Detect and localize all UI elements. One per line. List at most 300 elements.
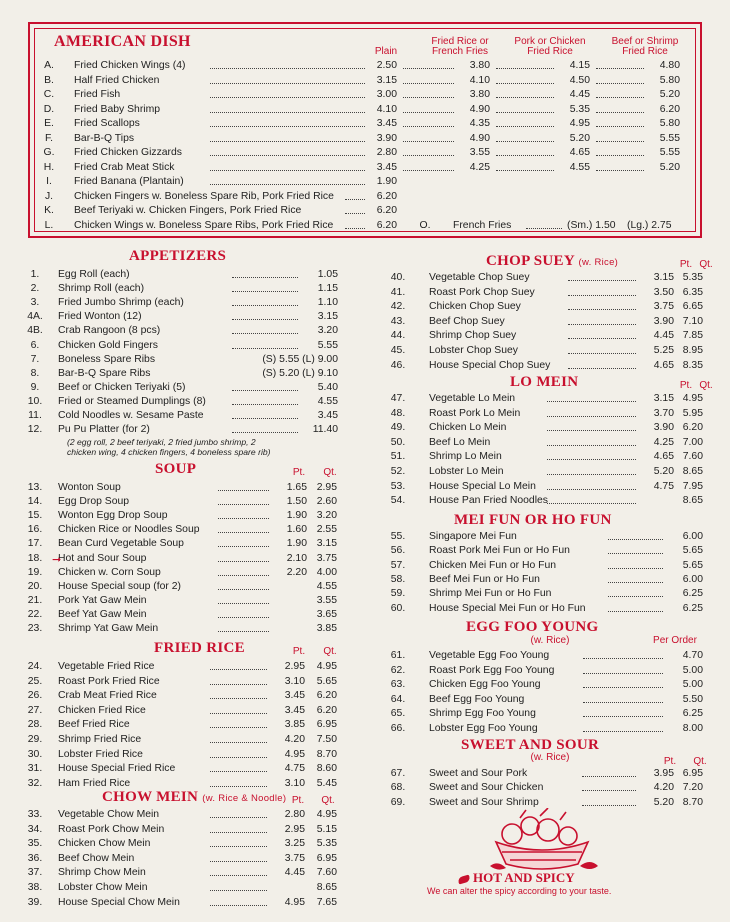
dot-leader (218, 552, 269, 562)
appetizers-item-number: 4B. (27, 325, 43, 337)
american-item-number: H. (43, 161, 55, 173)
soup-quart-price: 3.75 (316, 552, 337, 564)
soup-pint-price: 1.90 (286, 510, 307, 522)
american-item-number: C. (43, 89, 55, 100)
chopsuey-pint-price: 3.75 (653, 301, 674, 313)
friedrice-item-name: Vegetable Fried Rice (58, 661, 155, 672)
eggfoo-price: 5.00 (682, 679, 703, 691)
dot-leader (547, 480, 636, 490)
dot-leader (547, 494, 636, 504)
appetizers-price: 1.10 (317, 297, 338, 309)
soup-pint-price: 1.60 (286, 524, 307, 536)
dot-leader (210, 74, 365, 84)
dot-leader (210, 59, 365, 69)
chowmein-quart-price: 4.95 (316, 809, 337, 820)
soup-pt-header: Pt. (292, 467, 306, 478)
dot-leader (210, 88, 365, 98)
dot-leader (496, 132, 554, 142)
soup-pint-price: 2.10 (286, 552, 307, 564)
dot-leader (596, 161, 644, 171)
chopsuey-item-number: 45. (390, 345, 406, 356)
dot-leader (583, 664, 663, 674)
dot-leader (568, 344, 636, 354)
chowmein-item-name: Beef Chow Mein (58, 852, 135, 864)
chopsuey-quart-price: 5.35 (682, 272, 703, 283)
dot-leader (210, 748, 267, 758)
hot-and-spicy-note: We can alter the spicy according to your taste. (427, 886, 612, 896)
dot-leader (232, 395, 298, 405)
american-price: 3.45 (376, 161, 397, 173)
sweet-sour-qt-header: Qt. (693, 756, 707, 767)
eggfoo-price: 6.25 (682, 708, 703, 720)
meifun-price: 6.25 (682, 588, 703, 600)
chowmein-pint-price: 4.45 (284, 867, 305, 879)
eggfoo-item-number: 61. (390, 650, 406, 661)
american-price: 5.20 (659, 161, 680, 173)
american-price: 4.25 (469, 161, 490, 173)
soup-item-name: Hot and Sour Soup (58, 552, 147, 564)
dot-leader (403, 146, 454, 156)
american-item-name: Fried Scallops (74, 118, 140, 129)
friedrice-quart-price: 6.95 (316, 719, 337, 731)
lomein-pint-price: 3.70 (653, 407, 674, 419)
soup-quart-price: 4.00 (316, 566, 337, 578)
dot-leader (583, 693, 663, 703)
dot-leader (568, 271, 636, 281)
soup-item-name: Wonton Soup (58, 482, 121, 493)
american-col-header: Fried Rice or French Fries (431, 36, 489, 57)
eggfoo-item-name: Chicken Egg Foo Young (429, 679, 541, 691)
chowmein-item-number: 33. (27, 809, 43, 820)
soup-quart-price: 2.55 (316, 524, 337, 536)
chopsuey-quart-price: 7.85 (682, 330, 703, 342)
soup-item-name: Bean Curd Vegetable Soup (58, 538, 184, 550)
dot-leader (403, 88, 454, 98)
meifun-item-name: Shrimp Mei Fun or Ho Fun (429, 588, 552, 600)
appetizers-item-number: 3. (30, 297, 40, 309)
chopsuey-quart-price: 7.10 (682, 315, 703, 327)
french-fries-small: (Sm.) 1.50 (567, 219, 616, 231)
soup-item-name: Chicken w. Corn Soup (58, 566, 161, 578)
meifun-item-name: Beef Mei Fun or Ho Fun (429, 573, 540, 585)
american-price: 4.10 (376, 103, 397, 115)
meifun-item-name: Singapore Mei Fun (429, 531, 517, 542)
friedrice-pint-price: 3.45 (284, 704, 305, 716)
sweet-sour-title: SWEET AND SOUR (461, 737, 600, 753)
arrow-marker-icon: ➞ (52, 554, 62, 566)
chop-suey-sub: (w. Rice) (578, 257, 619, 268)
dot-leader (608, 587, 663, 597)
appetizers-title: APPETIZERS (129, 248, 227, 264)
american-price: 5.55 (659, 132, 680, 144)
basket-illustration (482, 808, 602, 874)
american-item-number: F. (44, 132, 54, 144)
eggfoo-price: 4.70 (682, 650, 703, 661)
soup-quart-price: 3.20 (316, 510, 337, 522)
meifun-price: 6.00 (682, 573, 703, 585)
dot-leader (547, 392, 636, 402)
chopsuey-item-name: Lobster Chop Suey (429, 345, 518, 356)
american-price: 6.20 (659, 103, 680, 115)
lo-mein-title: LO MEIN (510, 374, 579, 390)
chopsuey-pint-price: 3.90 (653, 315, 674, 327)
chopsuey-pint-price: 3.15 (653, 272, 674, 283)
chowmein-item-number: 38. (27, 882, 43, 893)
appetizers-price: 11.40 (312, 424, 338, 436)
soup-item-number: 21. (27, 594, 43, 606)
lomein-item-name: House Pan Fried Noodles (429, 495, 548, 507)
dot-leader (218, 495, 269, 505)
sweetsour-item-name: Sweet and Sour Shrimp (429, 796, 539, 808)
appetizers-price: (S) 5.20 (L) 9.10 (262, 367, 338, 379)
soup-pint-price: 1.50 (286, 496, 307, 508)
dot-leader (596, 88, 644, 98)
friedrice-quart-price: 8.60 (316, 763, 337, 775)
chowmein-item-name: Roast Pork Chow Mein (58, 823, 165, 835)
meifun-item-number: 60. (390, 602, 406, 614)
soup-quart-price: 2.95 (316, 482, 337, 493)
dot-leader (218, 566, 269, 576)
friedrice-item-number: 26. (27, 690, 43, 702)
appetizers-item-name: Boneless Spare Ribs (58, 353, 156, 365)
lomein-quart-price: 6.20 (682, 422, 703, 434)
american-price: 6.20 (376, 219, 397, 231)
dot-leader (210, 689, 267, 699)
dot-leader (596, 103, 644, 113)
friedrice-quart-price: 5.45 (316, 777, 337, 789)
sweetsour-pint-price: 4.20 (653, 782, 674, 794)
american-price: 2.80 (376, 147, 397, 158)
american-price: 5.20 (659, 89, 680, 100)
american-item-name: Fried Fish (74, 89, 121, 100)
meifun-item-number: 56. (390, 545, 406, 557)
dot-leader (210, 117, 365, 127)
soup-quart-price: 3.15 (316, 538, 337, 550)
american-price: 4.90 (469, 132, 490, 144)
dot-leader (210, 175, 365, 185)
dot-leader (403, 117, 454, 127)
friedrice-item-number: 30. (27, 748, 43, 760)
lomein-item-name: Chicken Lo Mein (429, 422, 507, 434)
friedrice-item-name: Ham Fried Rice (58, 777, 131, 789)
friedrice-item-name: Lobster Fried Rice (58, 748, 143, 760)
lomein-item-name: Vegetable Lo Mein (429, 393, 516, 404)
dot-leader (218, 523, 269, 533)
sweetsour-item-number: 69. (390, 796, 406, 808)
mei-fun-title: MEI FUN OR HO FUN (454, 512, 612, 528)
american-price: 4.95 (569, 118, 590, 129)
appetizers-item-number: 4A. (27, 311, 43, 323)
dot-leader (210, 866, 267, 876)
chowmein-pint-price: 2.95 (284, 823, 305, 835)
dot-leader (596, 146, 644, 156)
friedrice-item-number: 29. (27, 734, 43, 745)
american-price: 6.20 (376, 190, 397, 202)
lomein-quart-price: 5.95 (682, 407, 703, 419)
eggfoo-item-number: 64. (390, 693, 406, 705)
soup-item-name: Egg Drop Soup (58, 496, 130, 508)
dot-leader (232, 324, 298, 334)
lomein-pint-price: 4.25 (653, 436, 674, 448)
appetizers-price: 1.15 (317, 283, 338, 295)
friedrice-pint-price: 4.75 (284, 763, 305, 775)
american-price: 4.15 (569, 60, 590, 71)
american-price: 3.55 (469, 147, 490, 158)
sweet-sour-sub: (w. Rice) (530, 752, 570, 763)
american-price: 4.10 (469, 74, 490, 86)
lomein-item-number: 48. (390, 407, 406, 419)
eggfoo-item-number: 62. (390, 664, 406, 676)
dot-leader (568, 315, 636, 325)
eggfoo-item-number: 66. (390, 723, 406, 734)
dot-leader (345, 204, 365, 214)
dot-leader (582, 767, 636, 777)
american-col-header: Plain (374, 46, 398, 57)
friedrice-quart-price: 8.70 (316, 748, 337, 760)
friedrice-item-name: Shrimp Fried Rice (58, 734, 142, 745)
dot-leader (608, 602, 663, 612)
american-price: 3.80 (469, 89, 490, 100)
lomein-item-name: Roast Pork Lo Mein (429, 407, 521, 419)
dot-leader (608, 530, 663, 540)
friedrice-pint-price: 4.20 (284, 734, 305, 745)
dot-leader (210, 675, 267, 685)
chowmein-item-number: 34. (27, 823, 43, 835)
american-item-name: Half Fried Chicken (74, 74, 160, 86)
friedrice-item-name: Crab Meat Fried Rice (58, 690, 157, 702)
american-item-name: Chicken Wings w. Boneless Spare Ribs, Pork Fried Rice (74, 219, 334, 231)
lomein-pint-price: 4.65 (653, 451, 674, 463)
friedrice-pint-price: 3.85 (284, 719, 305, 731)
appetizers-item-number: 2. (30, 283, 40, 295)
american-col-header: Pork or Chicken Fried Rice (514, 36, 586, 57)
eggfoo-item-name: Beef Egg Foo Young (429, 693, 525, 705)
soup-quart-price: 4.55 (316, 580, 337, 592)
meifun-item-name: Roast Pork Mei Fun or Ho Fun (429, 545, 570, 557)
american-price: 4.55 (569, 161, 590, 173)
egg-foo-young-title: EGG FOO YOUNG (466, 619, 599, 635)
american-price: 5.55 (659, 147, 680, 158)
friedrice-item-name: Beef Fried Rice (58, 719, 130, 731)
chopsuey-item-name: Shrimp Chop Suey (429, 330, 517, 342)
dot-leader (596, 74, 644, 84)
american-item-number: D. (43, 103, 55, 115)
meifun-price: 6.25 (682, 602, 703, 614)
friedrice-quart-price: 5.65 (316, 675, 337, 687)
friedrice-item-number: 27. (27, 704, 43, 716)
dot-leader (496, 74, 554, 84)
lomein-item-name: Lobster Lo Mein (429, 466, 504, 477)
dot-leader (568, 300, 636, 310)
chopsuey-item-name: Vegetable Chop Suey (429, 272, 530, 283)
american-item-number: G. (43, 147, 55, 158)
soup-item-number: 13. (27, 482, 43, 493)
dot-leader (210, 733, 267, 743)
chopsuey-item-number: 43. (390, 315, 406, 327)
soup-item-number: 14. (27, 496, 43, 508)
chop-suey-title-text: CHOP SUEY (486, 253, 575, 269)
meifun-price: 5.65 (682, 545, 703, 557)
lomein-pint-price: 4.75 (653, 480, 674, 492)
friedrice-pint-price: 3.10 (284, 777, 305, 789)
soup-qt-header: Qt. (323, 467, 337, 478)
lomein-item-number: 53. (390, 480, 406, 492)
french-fries-number: O. (419, 219, 431, 231)
dot-leader (608, 559, 663, 569)
eggfoo-item-number: 63. (390, 679, 406, 691)
american-item-number: B. (44, 74, 54, 86)
chow-mein-title-text: CHOW MEIN (102, 789, 199, 805)
chopsuey-pint-price: 5.25 (653, 345, 674, 356)
american-price: 5.80 (659, 118, 680, 129)
soup-item-number: 22. (27, 608, 43, 620)
dot-leader (210, 718, 267, 728)
meifun-price: 5.65 (682, 559, 703, 571)
chopsuey-pint-price: 4.65 (653, 359, 674, 371)
dot-leader (496, 117, 554, 127)
lomein-item-name: House Special Lo Mein (429, 480, 536, 492)
sweetsour-quart-price: 8.70 (682, 796, 703, 808)
meifun-item-number: 57. (390, 559, 406, 571)
dot-leader (232, 296, 298, 306)
dot-leader (568, 329, 636, 339)
dot-leader (218, 608, 269, 618)
american-item-name: Fried Chicken Gizzards (74, 147, 182, 158)
dot-leader (345, 219, 365, 229)
dot-leader (232, 268, 298, 278)
dot-leader (210, 132, 365, 142)
soup-item-name: Beef Yat Gaw Mein (58, 608, 147, 620)
appetizers-item-name: Pu Pu Platter (for 2) (58, 424, 150, 436)
appetizers-item-name: Crab Rangoon (8 pcs) (58, 325, 161, 337)
egg-foo-young-per-order: Per Order (653, 635, 697, 646)
appetizers-price: 3.15 (317, 311, 338, 323)
sweetsour-quart-price: 6.95 (682, 768, 703, 779)
chopsuey-item-number: 41. (390, 286, 406, 298)
american-price: 4.90 (469, 103, 490, 115)
soup-item-number: 17. (27, 538, 43, 550)
friedrice-pint-price: 4.95 (284, 748, 305, 760)
dot-leader (608, 544, 663, 554)
appetizers-item-name: Cold Noodles w. Sesame Paste (58, 410, 204, 421)
fried-rice-pt-header: Pt. (292, 646, 306, 657)
egg-foo-young-sub: (w. Rice) (530, 635, 570, 646)
chopsuey-quart-price: 8.35 (682, 359, 703, 371)
dot-leader (496, 59, 554, 69)
chopsuey-quart-price: 8.95 (682, 345, 703, 356)
eggfoo-price: 5.00 (682, 664, 703, 676)
appetizers-item-name: Beef or Chicken Teriyaki (5) (58, 381, 186, 393)
soup-item-number: 18. (27, 552, 43, 564)
dot-leader (210, 762, 267, 772)
chopsuey-item-name: Beef Chop Suey (429, 315, 505, 327)
lomein-quart-price: 7.95 (682, 480, 703, 492)
appetizers-item-number: 7. (30, 353, 40, 365)
lo-mein-pt-header: Pt. (679, 380, 693, 391)
friedrice-pint-price: 3.45 (284, 690, 305, 702)
appetizers-price: 4.55 (317, 395, 338, 407)
soup-item-name: Shrimp Yat Gaw Mein (58, 623, 159, 634)
appetizers-price: 5.40 (317, 381, 338, 393)
friedrice-quart-price: 6.20 (316, 690, 337, 702)
eggfoo-item-name: Roast Pork Egg Foo Young (429, 664, 555, 676)
dot-leader (403, 132, 454, 142)
lo-mein-qt-header: Qt. (699, 380, 713, 391)
dot-leader (210, 146, 365, 156)
lomein-pint-price: 5.20 (653, 466, 674, 477)
dot-leader (218, 622, 269, 632)
american-item-number: J. (44, 190, 54, 202)
chopsuey-item-number: 40. (390, 272, 406, 283)
dot-leader (596, 59, 644, 69)
chowmein-pint-price: 4.95 (284, 896, 305, 908)
lomein-item-number: 47. (390, 393, 406, 404)
american-item-name: Bar-B-Q Tips (74, 132, 135, 144)
chopsuey-item-number: 42. (390, 301, 406, 313)
american-price: 4.45 (569, 89, 590, 100)
appetizers-item-name: Fried Jumbo Shrimp (each) (58, 297, 184, 309)
appetizers-price: (S) 5.55 (L) 9.00 (262, 353, 338, 365)
friedrice-quart-price: 7.50 (316, 734, 337, 745)
meifun-item-number: 58. (390, 573, 406, 585)
chowmein-item-name: House Special Chow Mein (58, 896, 180, 908)
appetizers-item-number: 12. (27, 424, 43, 436)
friedrice-pint-price: 3.10 (284, 675, 305, 687)
chowmein-item-name: Chicken Chow Mein (58, 838, 151, 850)
meifun-item-name: Chicken Mei Fun or Ho Fun (429, 559, 557, 571)
chowmein-quart-price: 7.65 (316, 896, 337, 908)
friedrice-item-number: 31. (27, 763, 43, 775)
eggfoo-item-name: Lobster Egg Foo Young (429, 723, 538, 734)
chowmein-quart-price: 5.35 (316, 838, 337, 850)
american-price: 3.90 (376, 132, 397, 144)
eggfoo-price: 5.50 (682, 693, 703, 705)
chopsuey-pint-price: 3.50 (653, 286, 674, 298)
appetizers-price: 5.55 (317, 339, 338, 351)
lomein-item-name: Beef Lo Mein (429, 436, 491, 448)
chowmein-item-number: 36. (27, 852, 43, 864)
soup-pint-price: 1.65 (286, 482, 307, 493)
french-fries-large: (Lg.) 2.75 (627, 219, 672, 231)
chowmein-quart-price: 6.95 (316, 852, 337, 864)
american-price: 5.80 (659, 74, 680, 86)
chowmein-pint-price: 3.75 (284, 852, 305, 864)
appetizers-item-number: 9. (30, 381, 40, 393)
meifun-item-number: 55. (390, 531, 406, 542)
appetizers-price: 3.20 (317, 325, 338, 337)
lomein-quart-price: 7.60 (682, 451, 703, 463)
dot-leader (583, 649, 663, 659)
dot-leader (596, 117, 644, 127)
soup-title: SOUP (155, 461, 197, 477)
dot-leader (403, 74, 454, 84)
chowmein-quart-price: 7.60 (316, 867, 337, 879)
american-price: 3.00 (376, 89, 397, 100)
lomein-quart-price: 8.65 (682, 495, 703, 507)
dot-leader (210, 823, 267, 833)
dot-leader (345, 190, 365, 200)
appetizers-item-name: Shrimp Roll (each) (58, 283, 145, 295)
american-price: 2.50 (376, 60, 397, 71)
chopsuey-item-number: 44. (390, 330, 406, 342)
chow-mein-qt-header: Qt. (321, 795, 335, 806)
dot-leader (547, 465, 636, 475)
dot-leader (232, 409, 298, 419)
lomein-pint-price: 3.15 (653, 393, 674, 404)
dot-leader (232, 282, 298, 292)
appetizers-item-name: Bar-B-Q Spare Ribs (58, 367, 151, 379)
dot-leader (218, 537, 269, 547)
